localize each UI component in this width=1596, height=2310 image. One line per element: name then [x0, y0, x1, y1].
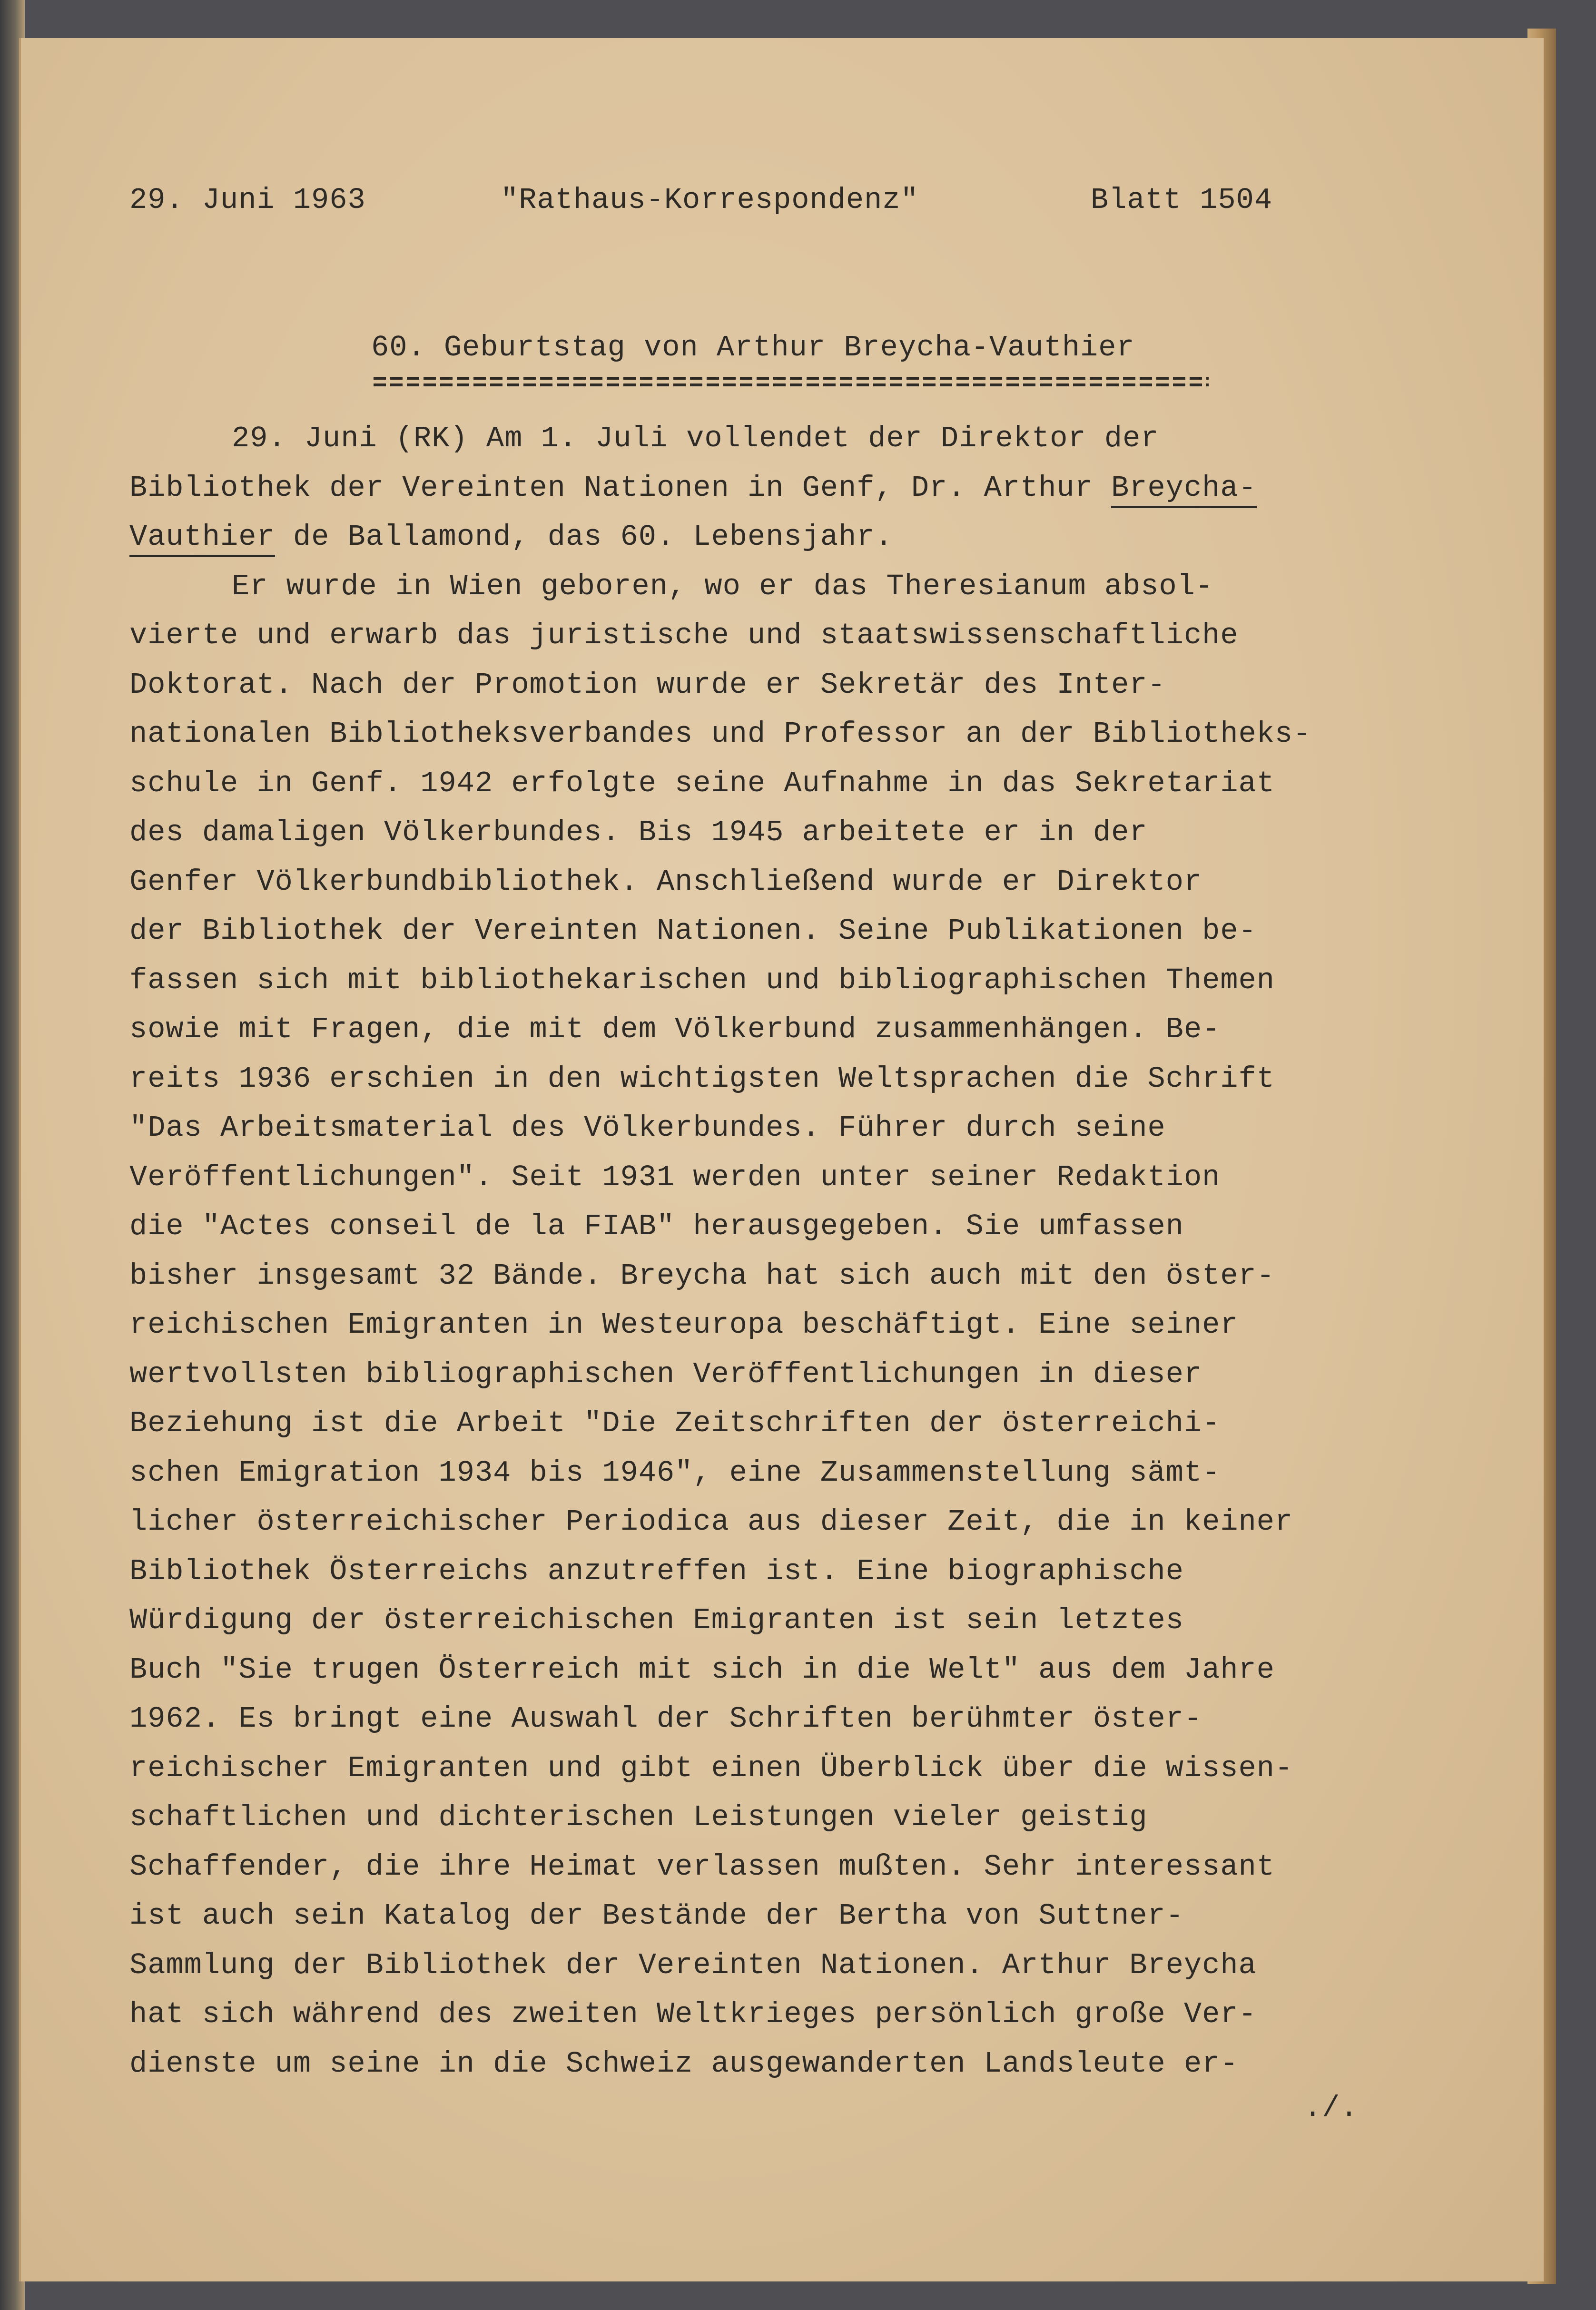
- body-line: Bibliothek Österreichs anzutreffen ist. Eine biographische: [129, 1554, 1184, 1588]
- body-line: vierte und erwarb das juristische und staatswissenschaftliche: [129, 619, 1239, 652]
- body-line: Sammlung der Bibliothek der Vereinten Nationen. Arthur Breycha: [129, 1948, 1257, 1982]
- body-line: schaftlichen und dichterischen Leistungen vieler geistig: [129, 1800, 1148, 1834]
- article-body: [129, 414, 1414, 2088]
- body-line: Doktorat. Nach der Promotion wurde er Sekretär des Inter-: [129, 668, 1166, 702]
- page-header: [129, 183, 1300, 226]
- body-line: die "Actes conseil de la FIAB" herausgegeben. Sie umfassen: [129, 1209, 1184, 1243]
- body-line: reichischer Emigranten und gibt einen Überblick über die wissen-: [129, 1751, 1293, 1785]
- body-line: dienste um seine in die Schweiz ausgewanderten Landsleute er-: [129, 2046, 1239, 2081]
- body-line: licher österreichischer Periodica aus dieser Zeit, die in keiner: [129, 1505, 1293, 1539]
- underlined-name: Breycha-: [1111, 471, 1257, 508]
- body-line: Buch "Sie trugen Österreich mit sich in die Welt" aus dem Jahre: [129, 1652, 1275, 1687]
- body-line: schen Emigration 1934 bis 1946", eine Zusammenstellung sämt-: [129, 1455, 1221, 1490]
- body-line: reits 1936 erschien in den wichtigsten Weltsprachen die Schrift: [129, 1062, 1275, 1096]
- body-line: fassen sich mit bibliothekarischen und bibliographischen Themen: [129, 963, 1275, 997]
- body-line: des damaligen Völkerbundes. Bis 1945 arbeitete er in der: [129, 816, 1148, 849]
- underlined-name: Vauthier: [129, 520, 275, 557]
- title-underline-rule: [374, 377, 1209, 387]
- body-text-run: de Ballamond, das 60. Lebensjahr.: [275, 520, 893, 554]
- article-title: 60. Geburtstag von Arthur Breycha-Vauthier: [371, 331, 1135, 364]
- header-source: "Rathaus-Korrespondenz": [501, 183, 919, 217]
- body-line: wertvollsten bibliographischen Veröffentlichungen in dieser: [129, 1357, 1202, 1391]
- body-line: "Das Arbeitsmaterial des Völkerbundes. Führer durch seine: [129, 1111, 1166, 1145]
- body-line: reichischen Emigranten in Westeuropa beschäftigt. Eine seiner: [129, 1308, 1239, 1342]
- body-line: Veröffentlichungen". Seit 1931 werden unter seiner Redaktion: [129, 1160, 1221, 1194]
- body-line: Schaffender, die ihre Heimat verlassen mußten. Sehr interessant: [129, 1849, 1275, 1884]
- header-sheet-number: Blatt 1504: [1091, 183, 1273, 217]
- body-line: der Bibliothek der Vereinten Nationen. Seine Publikationen be-: [129, 914, 1257, 948]
- header-date: 29. Juni 1963: [129, 183, 366, 217]
- body-line: [129, 512, 1414, 562]
- body-line: Würdigung der österreichischen Emigranten ist sein letztes: [129, 1603, 1184, 1637]
- continuation-mark: ./.: [1304, 2091, 1359, 2125]
- body-text-run: Bibliothek der Vereinten Nationen in Genf, Dr. Arthur: [129, 471, 1112, 505]
- body-line: Er wurde in Wien geboren, wo er das Theresianum absol-: [232, 569, 1214, 603]
- body-line: bisher insgesamt 32 Bände. Breycha hat sich auch mit den öster-: [129, 1258, 1275, 1293]
- body-line: 1962. Es bringt eine Auswahl der Schriften berühmter öster-: [129, 1702, 1202, 1736]
- body-line: hat sich während des zweiten Weltkrieges persönlich große Ver-: [129, 1997, 1257, 2031]
- body-line: Genfer Völkerbundbibliothek. Anschließend wurde er Direktor: [129, 865, 1202, 899]
- body-line: sowie mit Fragen, die mit dem Völkerbund zusammenhängen. Be-: [129, 1012, 1221, 1046]
- body-line: 29. Juni (RK) Am 1. Juli vollendet der Direktor der: [232, 422, 1159, 455]
- body-line: nationalen Bibliotheksverbandes und Professor an der Bibliotheks-: [129, 717, 1311, 751]
- body-line: schule in Genf. 1942 erfolgte seine Aufnahme in das Sekretariat: [129, 766, 1275, 800]
- body-line: Beziehung ist die Arbeit "Die Zeitschriften der österreichi-: [129, 1406, 1221, 1440]
- body-line: ist auch sein Katalog der Bestände der Bertha von Suttner-: [129, 1899, 1184, 1933]
- body-line: [129, 463, 1414, 513]
